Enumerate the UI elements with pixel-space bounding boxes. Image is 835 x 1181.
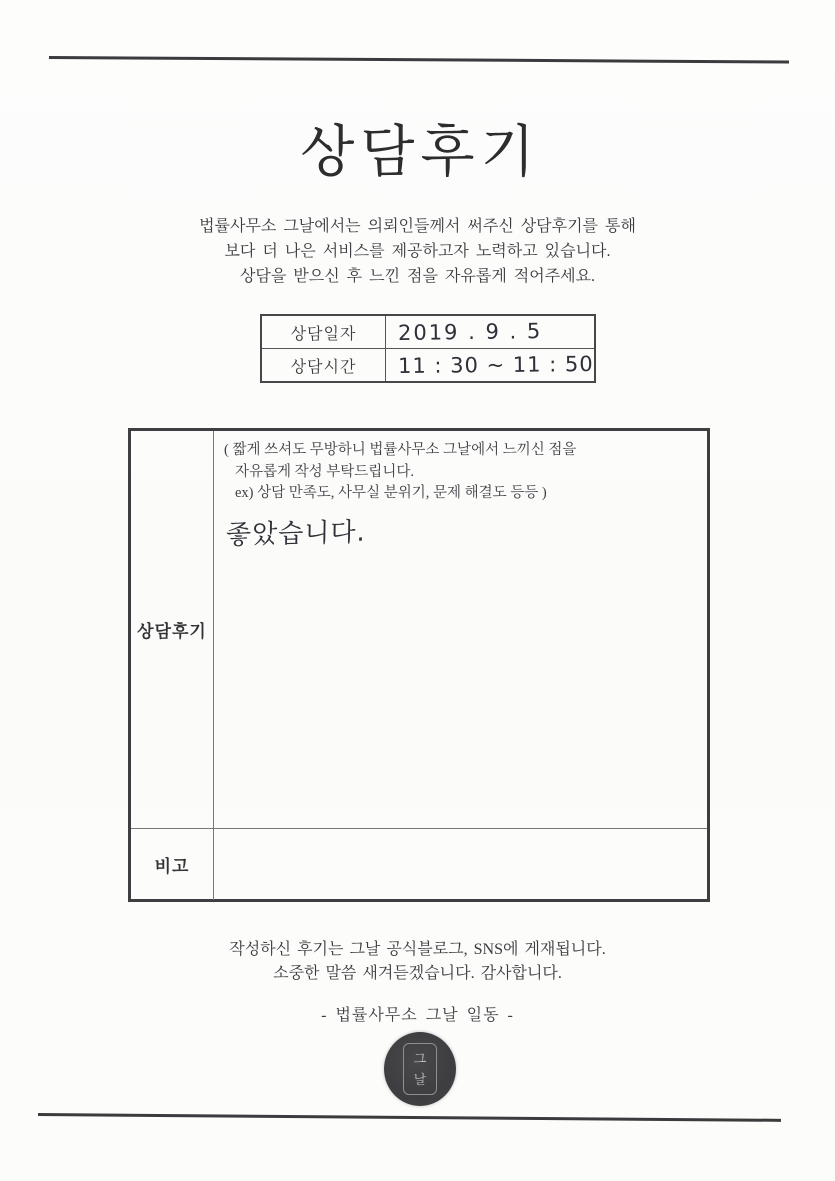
intro-line: 보다 더 나은 서비스를 제공하고자 노력하고 있습니다. xyxy=(224,243,611,260)
consultation-time-value xyxy=(386,349,596,383)
hint-line: ( 짧게 쓰셔도 무방하니 법률사무소 그날에서 느끼신 점을 xyxy=(224,442,577,458)
table-row xyxy=(261,315,595,349)
law-office-stamp xyxy=(384,1032,456,1106)
hint-line: ex) 상담 만족도, 사무실 분위기, 문제 해결도 등등 ) xyxy=(235,485,547,501)
stamp-char-top: 그 xyxy=(413,1051,427,1066)
intro-line: 법률사무소 그날에서는 의뢰인들께서 써주신 상담후기를 통해 xyxy=(199,218,636,235)
signoff-line: - 법률사무소 그날 일동 - xyxy=(321,1007,514,1024)
hint-line: 자유롭게 작성 부탁드립니다. xyxy=(235,463,414,480)
consultation-meta-table xyxy=(260,314,596,383)
review-table xyxy=(128,428,710,902)
consultation-time-label: 상담시간 xyxy=(261,349,386,383)
remark-content-cell xyxy=(214,829,707,900)
footer-line: 소중한 말씀 새겨듣겠습니다. 감사합니다. xyxy=(273,965,562,982)
handwritten-time: 11 : 30 ~ 11 : 50 xyxy=(397,351,594,379)
handwritten-date: 2019 . 9 . 5 xyxy=(397,318,543,346)
stamp-char-bottom: 날 xyxy=(413,1072,427,1087)
review-content-cell xyxy=(214,431,707,828)
review-hint-text xyxy=(224,440,693,505)
footer-notice xyxy=(0,938,835,986)
consultation-date-label: 상담일자 xyxy=(261,315,386,349)
bottom-rule-line xyxy=(38,1113,781,1122)
table-row xyxy=(261,349,595,383)
top-rule-line xyxy=(49,56,789,64)
footer-line: 작성하신 후기는 그날 공식블로그, SNS에 게재됩니다. xyxy=(229,941,606,958)
consultation-date-value xyxy=(386,315,596,349)
table-row xyxy=(131,829,707,900)
handwritten-review: 좋았습니다. xyxy=(225,517,367,550)
page-title: 상담후기 xyxy=(300,122,541,184)
review-label: 상담후기 xyxy=(131,431,214,828)
intro-line: 상담을 받으신 후 느낀 점을 자유롭게 적어주세요. xyxy=(239,268,596,285)
intro-paragraph xyxy=(0,214,835,289)
remark-label: 비고 xyxy=(131,829,214,900)
table-row xyxy=(131,431,707,829)
stamp-logo-icon xyxy=(403,1043,437,1095)
